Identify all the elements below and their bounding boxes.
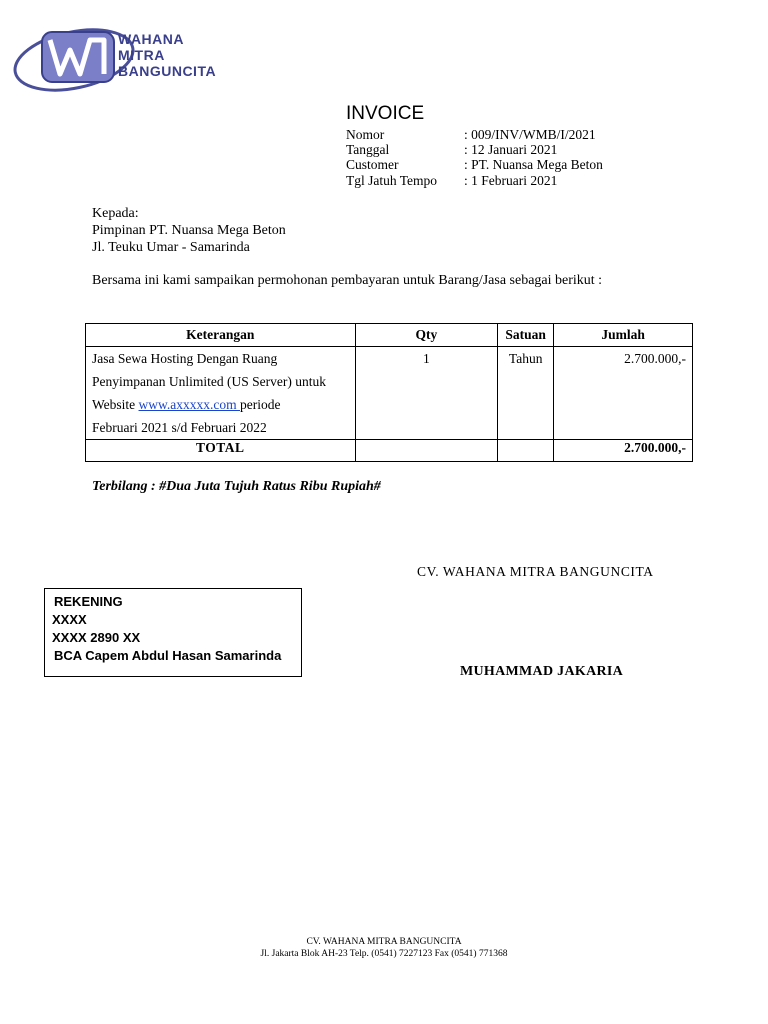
total-amount: 2.700.000,-: [554, 440, 693, 462]
table-total-row: [86, 440, 693, 462]
bank-heading: REKENING: [54, 594, 123, 609]
logo-text-line3: BANGUNCITA: [118, 63, 217, 79]
items-table: [85, 323, 693, 462]
meta-label-tanggal: Tanggal: [346, 142, 390, 157]
bank-account-number: XXXX 2890 XX: [52, 630, 141, 645]
recipient-salutation: Kepada:: [92, 206, 139, 221]
item-description-line: Penyimpanan Unlimited (US Server) untuk: [92, 374, 326, 389]
total-empty-cell: [498, 440, 554, 462]
column-header-keterangan: Keterangan: [86, 324, 356, 347]
bank-account-name: XXXX: [52, 612, 87, 627]
meta-value-tanggal: : 12 Januari 2021: [464, 142, 558, 157]
meta-label-nomor: Nomor: [346, 127, 385, 142]
total-empty-cell: [355, 440, 498, 462]
bank-branch: BCA Capem Abdul Hasan Samarinda: [54, 648, 282, 663]
table-row: [86, 347, 693, 440]
logo-text-line2: MITRA: [118, 47, 165, 63]
column-header-satuan: Satuan: [498, 324, 554, 347]
meta-value-nomor: : 009/INV/WMB/I/2021: [464, 127, 596, 142]
signer-name: MUHAMMAD JAKARIA: [460, 664, 624, 679]
meta-label-customer: Customer: [346, 157, 399, 172]
meta-label-due-date: Tgl Jatuh Tempo: [346, 173, 438, 188]
website-link[interactable]: www.axxxxx.com: [138, 397, 241, 412]
item-description-text: Website: [92, 397, 139, 412]
column-header-jumlah: Jumlah: [554, 324, 693, 347]
footer-company: CV. WAHANA MITRA BANGUNCITA: [306, 937, 462, 947]
recipient-name: Pimpinan PT. Nuansa Mega Beton: [92, 223, 286, 238]
item-description-text: periode: [240, 397, 281, 412]
item-description-line: Jasa Sewa Hosting Dengan Ruang: [92, 351, 278, 366]
footer-address: Jl. Jakarta Blok AH-23 Telp. (0541) 7227123 Fax (0541) 771368: [260, 949, 508, 959]
intro-text: Bersama ini kami sampaikan permohonan pembayaran untuk Barang/Jasa sebagai berikut :: [92, 273, 603, 288]
item-qty: 1: [355, 347, 498, 440]
table-header-row: [86, 324, 693, 347]
logo-text-line1: WAHANA: [118, 31, 184, 47]
company-signature-name: CV. WAHANA MITRA BANGUNCITA: [417, 564, 654, 579]
item-description-line: [92, 393, 349, 416]
recipient-address: Jl. Teuku Umar - Samarinda: [92, 240, 250, 255]
total-label: TOTAL: [86, 440, 356, 462]
item-description: [86, 347, 356, 440]
item-description-line: Februari 2021 s/d Februari 2022: [92, 420, 267, 435]
column-header-qty: Qty: [355, 324, 498, 347]
bank-account-box: [44, 588, 302, 677]
amount-in-words: Terbilang : #Dua Juta Tujuh Ratus Ribu Rupiah#: [92, 479, 381, 494]
item-amount: 2.700.000,-: [554, 347, 693, 440]
company-logo: [12, 14, 232, 96]
meta-value-customer: : PT. Nuansa Mega Beton: [464, 157, 603, 172]
meta-value-due-date: : 1 Februari 2021: [464, 173, 558, 188]
invoice-title: INVOICE: [346, 103, 425, 124]
item-unit: Tahun: [498, 347, 554, 440]
